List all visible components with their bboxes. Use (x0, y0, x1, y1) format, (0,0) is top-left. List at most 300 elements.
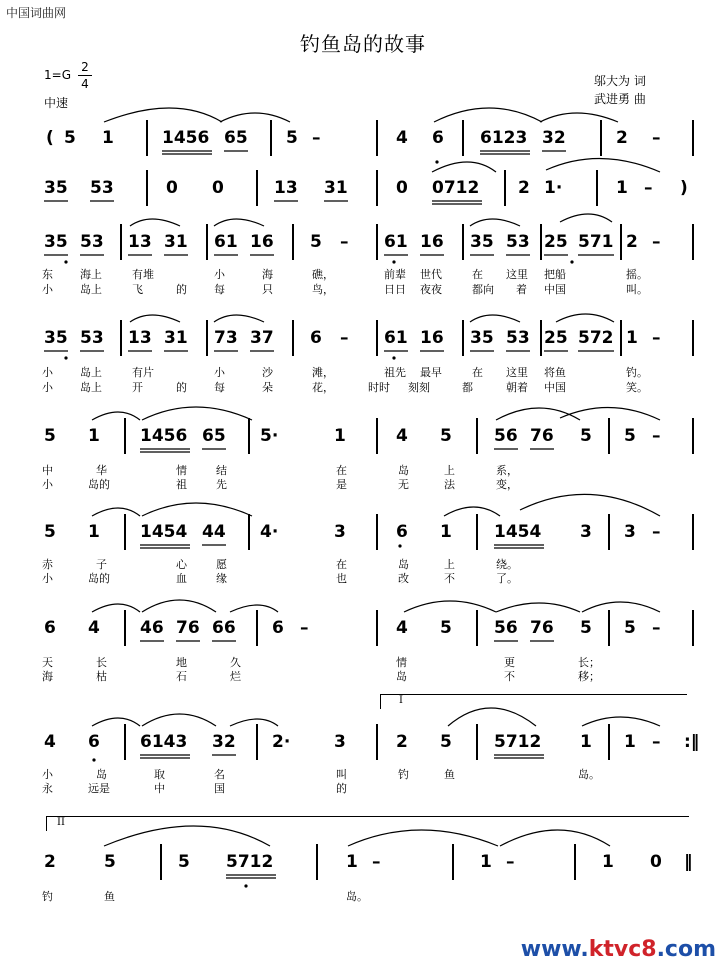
lyric: 情 (176, 464, 187, 477)
slur (130, 219, 180, 226)
lyric: 上 (444, 464, 455, 477)
lyric: 移； (578, 670, 600, 683)
barline (124, 418, 126, 454)
lyric: 情 (396, 656, 407, 669)
composer-credit: 武进勇 曲 (594, 92, 646, 106)
note-group: 5712 (494, 732, 542, 752)
note-group: 65 (224, 128, 248, 148)
note: 6 (88, 732, 100, 752)
octave-dot (64, 356, 67, 359)
barline (476, 418, 478, 454)
dash: – (652, 426, 661, 446)
note-group: 44 (202, 522, 226, 542)
slur (214, 219, 264, 226)
lyric: 滩， (312, 366, 334, 379)
lyric: 系， (496, 464, 518, 477)
volta-bracket-1 (380, 694, 687, 709)
lyric: 着 (516, 283, 527, 296)
lyric: 小 (214, 268, 225, 281)
note-group: 31 (164, 328, 188, 348)
time-top: 2 (81, 60, 89, 74)
dash: – (312, 128, 321, 148)
note-group: 32 (542, 128, 566, 148)
watermark-suffix: .com (656, 937, 716, 962)
lyric: 长 (96, 656, 107, 669)
note-group: 35 (44, 328, 68, 348)
slur (142, 714, 216, 726)
lyric: 将鱼 (544, 366, 566, 379)
slur (434, 108, 542, 122)
barline (608, 610, 610, 646)
lyric: 无 (398, 478, 409, 491)
note: 5 (286, 128, 298, 148)
barline (124, 514, 126, 550)
barline (540, 224, 542, 260)
note-group: 37 (250, 328, 274, 348)
note-group: 16 (250, 232, 274, 252)
note: 5 (580, 426, 592, 446)
lyric: 心 (176, 558, 187, 571)
lyric: 小 (42, 283, 53, 296)
lyric: 礁， (312, 268, 334, 281)
slur (142, 407, 252, 420)
barline (692, 224, 694, 260)
barline (376, 724, 378, 760)
lyric: 每 (214, 283, 225, 296)
octave-dot (435, 160, 438, 163)
slur (496, 603, 580, 612)
lyric: 叫。 (626, 283, 648, 296)
final-barline: ‖ (684, 852, 693, 872)
lyric: 烂 (230, 670, 241, 683)
lyric: 海 (262, 268, 273, 281)
barline (462, 320, 464, 356)
note-group: 31 (164, 232, 188, 252)
lyric: 笑。 (626, 381, 648, 394)
lyric: 钓 (398, 768, 409, 781)
lyric-line-8b (0, 782, 726, 796)
lyric: 变， (496, 478, 518, 491)
lyric: 赤 (42, 558, 53, 571)
slur (556, 314, 614, 322)
slur (230, 719, 278, 726)
lyric: 祖 (176, 478, 187, 491)
dash: – (340, 328, 349, 348)
lyric: 在 (472, 268, 483, 281)
lyric: 岛。 (578, 768, 600, 781)
dash: – (652, 618, 661, 638)
barline (692, 610, 694, 646)
slur (130, 315, 180, 322)
lyric: 小 (214, 366, 225, 379)
lyric: 在 (336, 464, 347, 477)
note: 5 (104, 852, 116, 872)
slur (92, 412, 140, 420)
lyric: 开 (132, 381, 143, 394)
watermark-name: ktvc8 (588, 937, 657, 962)
lyric: 也 (336, 572, 347, 585)
lyric-line-5a (0, 464, 726, 478)
note: 1 (346, 852, 358, 872)
lyric: 海上 (80, 268, 102, 281)
slur (404, 601, 496, 612)
barline (124, 610, 126, 646)
lyric: 这里 (506, 268, 528, 281)
barline (316, 844, 318, 880)
lyric: 岛。 (346, 890, 368, 903)
note: 5 (624, 618, 636, 638)
lyric: 名 (214, 768, 225, 781)
note: 0 (212, 178, 224, 198)
volta-label-1: I (399, 695, 403, 706)
slur (560, 407, 660, 420)
slur (444, 507, 500, 516)
lyric: 永 (42, 782, 53, 795)
note: 5 (44, 522, 56, 542)
note-group: 6123 (480, 128, 528, 148)
time-bottom: 4 (81, 77, 89, 91)
lyric: 在 (336, 558, 347, 571)
note-group: 35 (44, 178, 68, 198)
lyric: 中国 (544, 283, 566, 296)
note-group: 53 (80, 328, 104, 348)
lyric: 的 (336, 782, 347, 795)
lyric: 飞 (132, 283, 143, 296)
slur (546, 158, 660, 172)
barline (120, 224, 122, 260)
barline (608, 514, 610, 550)
note: 2 (44, 852, 56, 872)
note-group: 35 (470, 328, 494, 348)
lyric: 岛 (398, 464, 409, 477)
lyric: 时时 (368, 381, 390, 394)
barline (692, 418, 694, 454)
lyric: 小 (42, 478, 53, 491)
lyricist-credit: 邬大为 词 (594, 74, 646, 88)
note-group: 13 (128, 328, 152, 348)
lyric: 岛 (398, 558, 409, 571)
note: 5 (310, 232, 322, 252)
lyric: 最早 (420, 366, 442, 379)
note-group: 53 (506, 232, 530, 252)
lyric-line-6b (0, 572, 726, 586)
lyric: 小 (42, 366, 53, 379)
barline (146, 170, 148, 206)
lyric: 海 (42, 670, 53, 683)
barline (256, 170, 258, 206)
lyric: 刻刻 (408, 381, 430, 394)
lyric-line-7a (0, 656, 726, 670)
lyric: 岛上 (80, 283, 102, 296)
score-row-7 (0, 616, 726, 640)
note-group: 56 (494, 426, 518, 446)
note-group: 35 (44, 232, 68, 252)
barline (692, 514, 694, 550)
lyric: 花， (312, 381, 334, 394)
note: 6 (396, 522, 408, 542)
dash: – (340, 232, 349, 252)
note-group: 0712 (432, 178, 480, 198)
note-group: 6143 (140, 732, 188, 752)
barline (376, 320, 378, 356)
dash: – (652, 522, 661, 542)
lyric: 绕。 (496, 558, 518, 571)
time-signature (78, 60, 92, 91)
slur (432, 162, 496, 172)
note-group: 65 (202, 426, 226, 446)
lyric: 了。 (496, 572, 518, 585)
lyric: 祖先 (384, 366, 406, 379)
note-group: 572 (578, 328, 614, 348)
barline (292, 320, 294, 356)
barline (608, 418, 610, 454)
note: 4· (260, 522, 279, 542)
lyric: 中 (154, 782, 165, 795)
slur (92, 718, 140, 726)
score-row-2 (0, 176, 726, 200)
slur (470, 219, 520, 226)
octave-dot (392, 260, 395, 263)
dash: – (506, 852, 515, 872)
note: 5 (580, 618, 592, 638)
note: 1 (88, 426, 100, 446)
lyric-line-6a (0, 558, 726, 572)
tempo-marking: 中速 (44, 96, 69, 110)
lyric: 愿 (216, 558, 227, 571)
barline (376, 120, 378, 156)
barline (376, 514, 378, 550)
note: 1 (626, 328, 638, 348)
note-group: 13 (274, 178, 298, 198)
lyric: 日日 (384, 283, 406, 296)
lyric: 上 (444, 558, 455, 571)
note: 3 (334, 522, 346, 542)
slur (540, 113, 618, 122)
lyric-line-5b (0, 478, 726, 492)
lyric: 朵 (262, 381, 273, 394)
octave-dot (92, 758, 95, 761)
octave-dot (64, 260, 67, 263)
note: 0 (396, 178, 408, 198)
dash: – (644, 178, 653, 198)
slur (500, 830, 610, 846)
lyric: 血 (176, 572, 187, 585)
lyric: 华 (96, 464, 107, 477)
slur (214, 315, 264, 322)
dash: – (372, 852, 381, 872)
score-row-6 (0, 520, 726, 544)
slur (92, 604, 140, 612)
volta-label-2: II (57, 817, 65, 828)
lyric: 结 (216, 464, 227, 477)
lyric: 的 (176, 283, 187, 296)
note: 5 (64, 128, 76, 148)
note-group: 1456 (140, 426, 188, 446)
lyric: 小 (42, 381, 53, 394)
site-label: 中国词曲网 (6, 6, 67, 20)
lyric: 沙 (262, 366, 273, 379)
note: 2 (616, 128, 628, 148)
barline (256, 724, 258, 760)
note-group: 35 (470, 232, 494, 252)
barline (248, 418, 250, 454)
slur (220, 113, 290, 122)
slur (560, 214, 612, 222)
lyric: 把船 (544, 268, 566, 281)
lyric: 改 (398, 572, 409, 585)
lyric: 叫 (336, 768, 347, 781)
score-row-1 (0, 126, 726, 150)
barline (146, 120, 148, 156)
barline (462, 120, 464, 156)
barline (120, 320, 122, 356)
lyric: 夜夜 (420, 283, 442, 296)
lyric: 鱼 (104, 890, 115, 903)
barline (206, 320, 208, 356)
note: 1 (440, 522, 452, 542)
slur (448, 708, 536, 726)
slur (582, 717, 660, 726)
note-group: 31 (324, 178, 348, 198)
key-signature: 1=G (44, 68, 71, 82)
bracket-close: ) (680, 178, 688, 198)
lyric: 石 (176, 670, 187, 683)
slur (104, 108, 222, 122)
note: 3 (580, 522, 592, 542)
note-group: 53 (90, 178, 114, 198)
dash: – (652, 128, 661, 148)
barline (608, 724, 610, 760)
note: 0 (166, 178, 178, 198)
barline (376, 610, 378, 646)
watermark-logo (521, 937, 716, 962)
barline (620, 320, 622, 356)
volta-bracket-2 (46, 816, 689, 831)
barline (248, 514, 250, 550)
lyric: 不 (504, 670, 515, 683)
score-row-4 (0, 326, 726, 350)
note: 4 (44, 732, 56, 752)
note: 1 (102, 128, 114, 148)
lyric: 钓。 (626, 366, 648, 379)
barline (692, 120, 694, 156)
barline (160, 844, 162, 880)
lyric: 长； (578, 656, 600, 669)
note-group: 61 (384, 328, 408, 348)
lyric: 朝着 (506, 381, 528, 394)
lyric: 岛 (396, 670, 407, 683)
lyric: 不 (444, 572, 455, 585)
watermark-prefix: www. (520, 937, 589, 962)
lyric: 岛上 (80, 366, 102, 379)
barline (504, 170, 506, 206)
note: 3 (334, 732, 346, 752)
note-group: 25 (544, 328, 568, 348)
lyric: 东 (42, 268, 53, 281)
note: 1 (616, 178, 628, 198)
barline (476, 724, 478, 760)
lyric: 这里 (506, 366, 528, 379)
dash: – (652, 232, 661, 252)
barline (540, 320, 542, 356)
lyric: 岛上 (80, 381, 102, 394)
lyric: 先 (216, 478, 227, 491)
note: 5 (440, 426, 452, 446)
note-group: 56 (494, 618, 518, 638)
lyric-line-4b (0, 381, 726, 395)
note: 2 (518, 178, 530, 198)
lyric: 都 (462, 381, 473, 394)
lyric: 国 (214, 782, 225, 795)
lyric: 岛 (96, 768, 107, 781)
note: 1 (624, 732, 636, 752)
lyric: 取 (154, 768, 165, 781)
time-divider (78, 75, 92, 76)
note-group: 1454 (140, 522, 188, 542)
note: 1 (580, 732, 592, 752)
note-group: 76 (530, 618, 554, 638)
lyric: 更 (504, 656, 515, 669)
lyric: 都向 (472, 283, 494, 296)
lyric-line-9a (0, 890, 726, 904)
barline (574, 844, 576, 880)
note: 1 (88, 522, 100, 542)
note: 5· (260, 426, 279, 446)
score-row-8 (0, 730, 726, 754)
lyric: 天 (42, 656, 53, 669)
lyric: 地 (176, 656, 187, 669)
note-group: 13 (128, 232, 152, 252)
lyric: 岛的 (88, 478, 110, 491)
note: 4 (396, 618, 408, 638)
barline (600, 120, 602, 156)
note-group: 76 (530, 426, 554, 446)
note-group: 73 (214, 328, 238, 348)
lyric: 每 (214, 381, 225, 394)
note: 4 (396, 426, 408, 446)
octave-dot (244, 884, 247, 887)
lyric: 是 (336, 478, 347, 491)
lyric: 久 (230, 656, 241, 669)
barline (206, 224, 208, 260)
barline (476, 514, 478, 550)
lyric-line-7b (0, 670, 726, 684)
barline (692, 320, 694, 356)
note-group: 53 (506, 328, 530, 348)
slur (470, 315, 520, 322)
bracket-open: ( (46, 128, 54, 148)
lyric: 小 (42, 768, 53, 781)
lyric: 钓 (42, 890, 53, 903)
lyric: 的 (176, 381, 187, 394)
note-group: 1456 (162, 128, 210, 148)
barline (476, 610, 478, 646)
lyric: 子 (96, 558, 107, 571)
lyric: 中 (42, 464, 53, 477)
slur (496, 408, 580, 420)
note: 3 (624, 522, 636, 542)
note: 4 (88, 618, 100, 638)
octave-dot (392, 356, 395, 359)
score-row-9 (0, 850, 726, 874)
barline (376, 224, 378, 260)
note: 1· (544, 178, 563, 198)
lyric: 世代 (420, 268, 442, 281)
barline (452, 844, 454, 880)
note: 1 (334, 426, 346, 446)
note: 4 (396, 128, 408, 148)
note-group: 66 (212, 618, 236, 638)
